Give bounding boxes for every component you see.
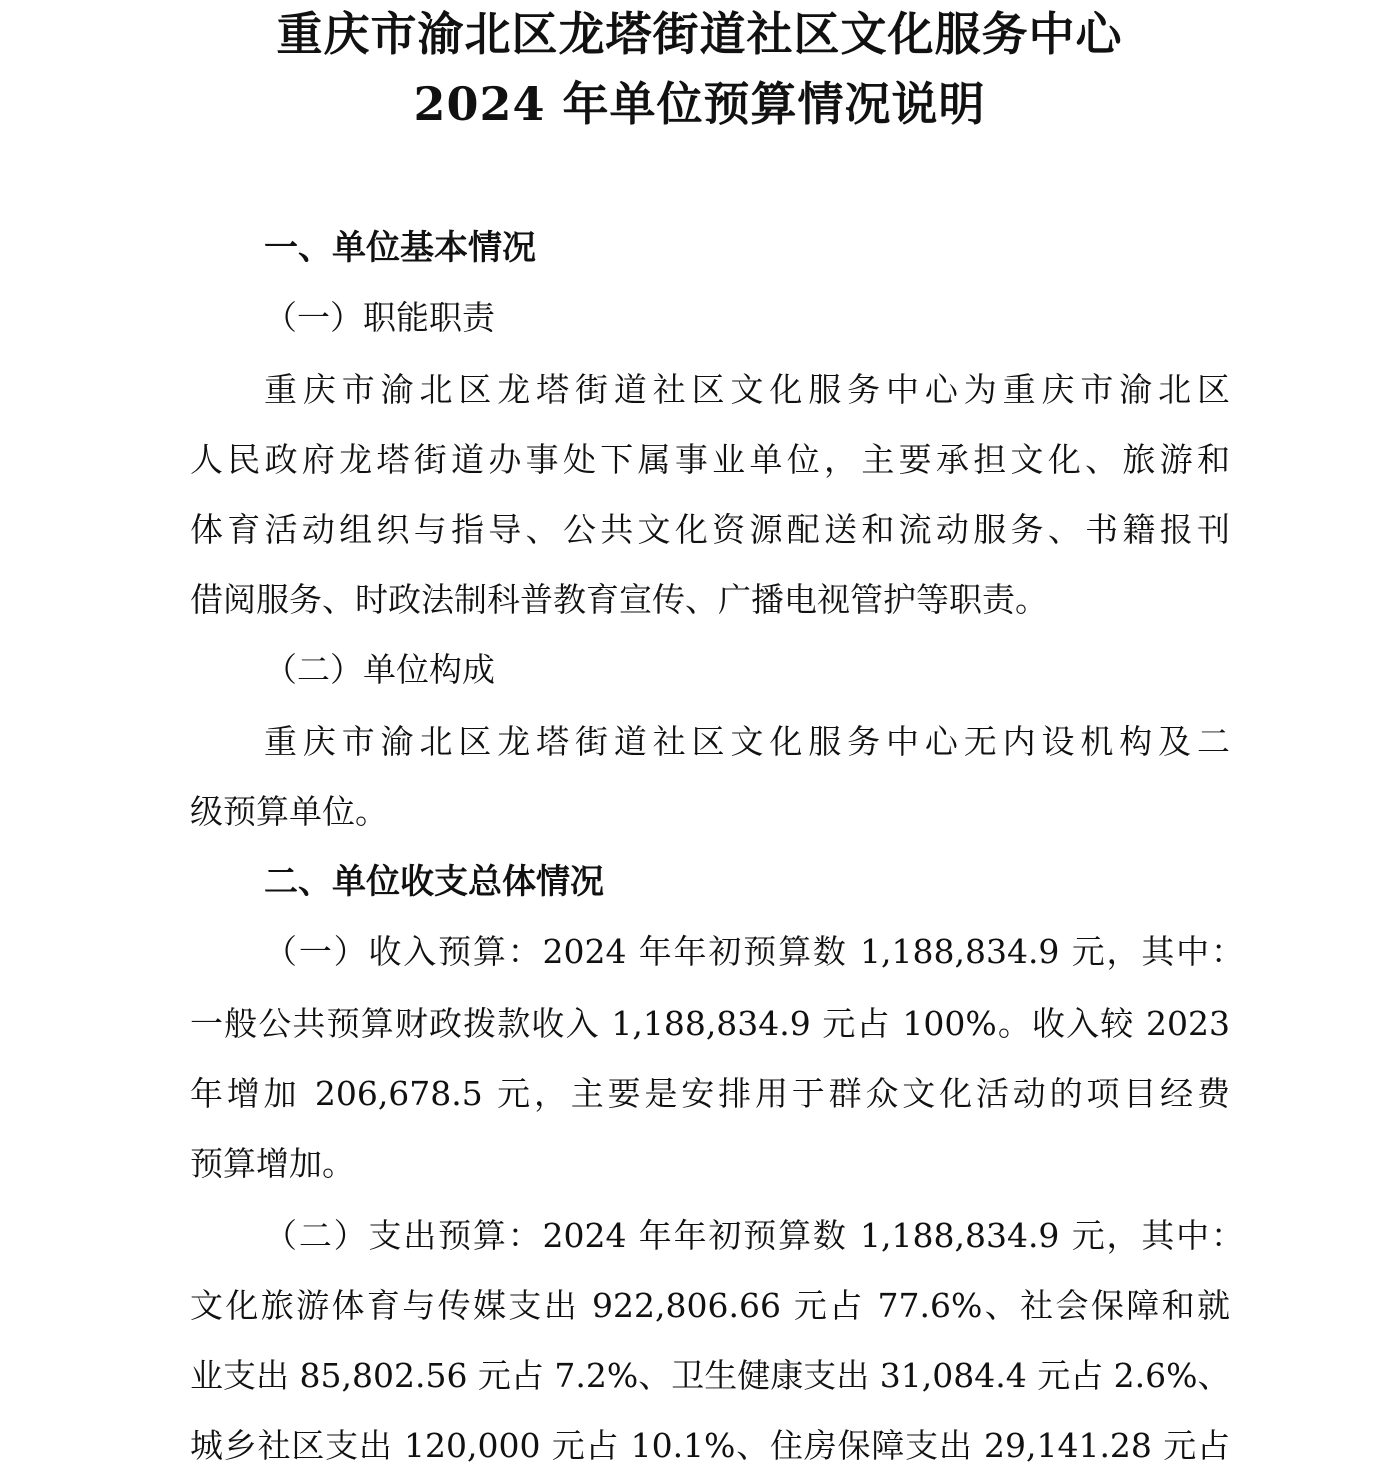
paragraph-line: （一）收入预算：2024 年年初预算数 1,188,834.9 元，其中： bbox=[264, 932, 1244, 971]
paragraph-line: 一般公共预算财政拨款收入 1,188,834.9 元占 100%。收入较 2023 bbox=[190, 1004, 1230, 1043]
subsection-heading-functions: （一）职能职责 bbox=[264, 298, 495, 337]
paragraph-line: 重庆市渝北区龙塔街道社区文化服务中心为重庆市渝北区 bbox=[264, 370, 1230, 409]
paragraph-line: 重庆市渝北区龙塔街道社区文化服务中心无内设机构及二 bbox=[264, 722, 1230, 761]
paragraph-line: 城乡社区支出 120,000 元占 10.1%、住房保障支出 29,141.28 元占 bbox=[190, 1426, 1230, 1465]
paragraph-line: 级预算单位。 bbox=[190, 792, 388, 831]
paragraph-line: 文化旅游体育与传媒支出 922,806.66 元占 77.6%、社会保障和就 bbox=[190, 1286, 1230, 1325]
paragraph-line: 借阅服务、时政法制科普教育宣传、广播电视管护等职责。 bbox=[190, 580, 1048, 619]
subsection-heading-composition: （二）单位构成 bbox=[264, 650, 495, 689]
paragraph-line: 预算增加。 bbox=[190, 1144, 355, 1183]
paragraph-line: 年增加 206,678.5 元，主要是安排用于群众文化活动的项目经费 bbox=[190, 1074, 1230, 1113]
paragraph-line: 业支出 85,802.56 元占 7.2%、卫生健康支出 31,084.4 元占 2.6%、 bbox=[190, 1356, 1231, 1395]
paragraph-line: 人民政府龙塔街道办事处下属事业单位，主要承担文化、旅游和 bbox=[190, 440, 1230, 479]
document-title-line-1: 重庆市渝北区龙塔街道社区文化服务中心 bbox=[276, 7, 1123, 61]
section-heading-basic-info: 一、单位基本情况 bbox=[264, 228, 536, 268]
section-heading-budget-overview: 二、单位收支总体情况 bbox=[264, 862, 604, 902]
paragraph-line: （二）支出预算：2024 年年初预算数 1,188,834.9 元，其中： bbox=[264, 1216, 1244, 1255]
paragraph-line: 体育活动组织与指导、公共文化资源配送和流动服务、书籍报刊 bbox=[190, 510, 1230, 549]
document-title-line-2: 2024 年单位预算情况说明 bbox=[413, 77, 986, 131]
